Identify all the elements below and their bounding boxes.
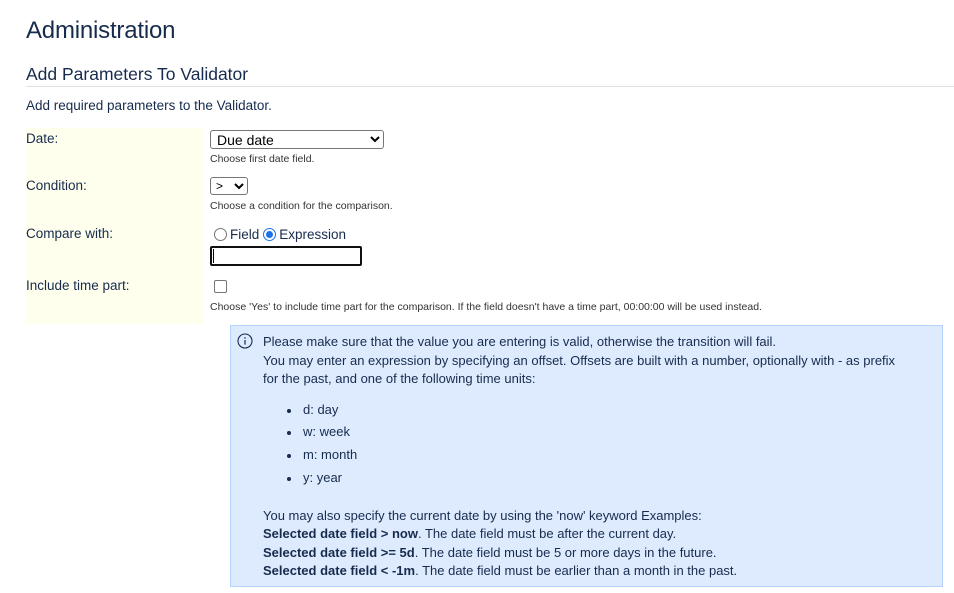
example-expression: Selected date field > now [263, 526, 418, 541]
intro-text: Add required parameters to the Validator. [26, 98, 272, 113]
example-expression: Selected date field < -1m [263, 563, 416, 578]
bullet [287, 431, 291, 435]
text-cursor [213, 249, 214, 263]
unit-label: m: month [303, 447, 358, 462]
info-warning-text: Please make sure that the value you are entering is valid, otherwise the transition will fail. [263, 334, 777, 349]
unit-label: y: year [303, 470, 343, 485]
bullet [287, 477, 291, 481]
bullet [287, 454, 291, 458]
unit-label: d: day [303, 402, 339, 417]
section-divider [26, 86, 954, 87]
bullet [287, 409, 291, 413]
expression-radio[interactable] [263, 228, 276, 241]
page-title: Administration [26, 17, 176, 44]
expression-input[interactable] [210, 246, 362, 266]
info-now-text: You may also specify the current date by using the 'now' keyword Examples: [263, 508, 702, 523]
condition-label: Condition: [26, 178, 87, 193]
field-radio-label[interactable]: Field [230, 227, 260, 242]
condition-select[interactable] [210, 177, 248, 195]
info-icon [237, 333, 253, 349]
example-line [263, 544, 717, 562]
compare-with-radio-group [214, 227, 350, 242]
date-description: Choose first date field. [210, 153, 315, 165]
example-description: . The date field must be earlier than a month in the past. [415, 563, 738, 578]
example-line [263, 525, 676, 543]
expression-radio-label[interactable]: Expression [279, 227, 347, 242]
include-time-label: Include time part: [26, 278, 130, 293]
section-title: Add Parameters To Validator [26, 64, 249, 84]
info-offset-text: You may enter an expression by specifying an offset. Offsets are built with a number, optionally with - as prefix [263, 353, 896, 368]
date-label: Date: [26, 131, 59, 146]
include-time-checkbox[interactable] [214, 280, 227, 293]
field-radio[interactable] [214, 228, 227, 241]
info-offset-text-cont: for the past, and one of the following time units: [263, 371, 536, 386]
example-expression: Selected date field >= 5d [263, 545, 415, 560]
unit-label: w: week [303, 424, 350, 439]
include-time-description: Choose 'Yes' to include time part for the comparison. If the field doesn't have a time part, 00:00:00 will be used instead. [210, 301, 762, 313]
compare-with-label: Compare with: [26, 226, 114, 241]
date-field-select[interactable] [210, 130, 384, 149]
condition-description: Choose a condition for the comparison. [210, 200, 393, 212]
example-description: . The date field must be 5 or more days in the future. [414, 545, 717, 560]
example-description: . The date field must be after the current day. [417, 526, 677, 541]
example-line [263, 562, 737, 580]
